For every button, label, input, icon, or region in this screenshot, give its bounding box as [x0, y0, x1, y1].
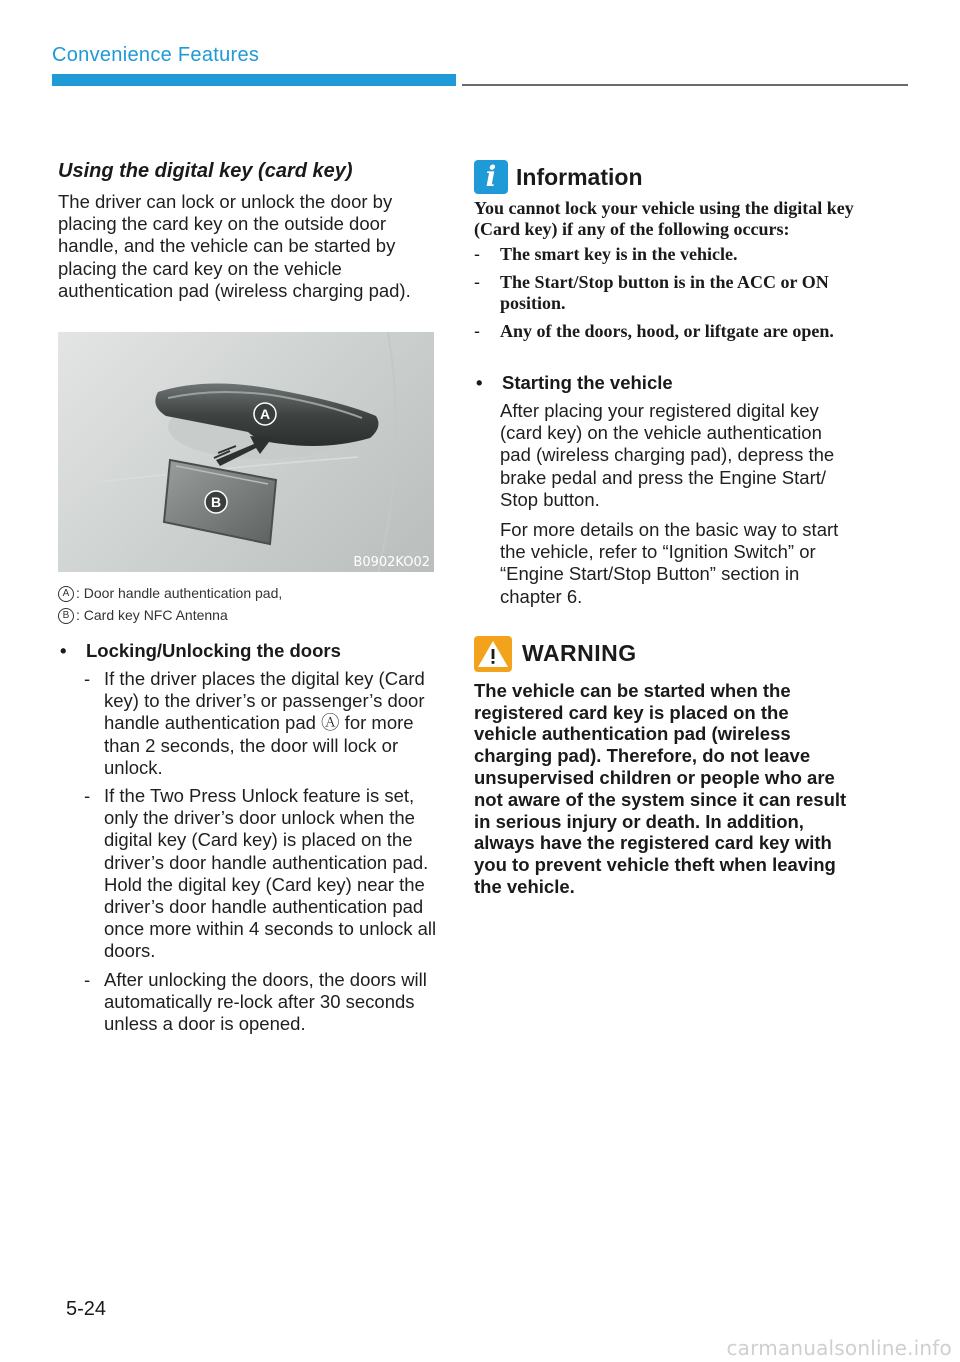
right-column — [474, 160, 854, 898]
caption-a-text: : Door handle authentication pad, — [76, 585, 283, 602]
watermark: carmanualsonline.info — [726, 1336, 952, 1360]
bullet-title: Locking/Unlocking the doors — [86, 640, 341, 662]
bullet-dot-icon: • — [476, 372, 483, 393]
illustration-graphic — [58, 332, 434, 572]
bullet-dot-icon: • — [60, 640, 67, 662]
list-item-text: If the driver places the digital key (Card key) to the driver’s or passenger’s door handle authentication pad Ⓐ for more than 2 seconds, the door will lock or unlock. — [104, 668, 425, 778]
information-header — [474, 160, 854, 194]
label-b: B — [210, 494, 222, 511]
warning-title: WARNING — [522, 640, 637, 667]
dash-icon: - — [474, 272, 480, 292]
list-item-text: The smart key is in the vehicle. — [500, 244, 738, 264]
list-item-text: After unlocking the doors, the doors will automatically re-lock after 30 seconds unless a door is opened. — [104, 968, 427, 1035]
section-heading: Using the digital key (card key) — [58, 160, 353, 182]
header-bar-rule — [462, 84, 908, 86]
list-item-text: Any of the doors, hood, or liftgate are open. — [500, 321, 834, 341]
section-title: Convenience Features — [52, 44, 260, 66]
dash-icon: - — [84, 785, 91, 807]
caption-a — [58, 582, 438, 604]
info-icon: i — [474, 160, 508, 194]
dash-icon: - — [84, 668, 91, 690]
bullet-locking — [58, 640, 438, 662]
dash-icon: - — [474, 321, 480, 341]
locking-list — [58, 668, 438, 1035]
list-item — [474, 244, 854, 265]
caption-b — [58, 604, 438, 626]
bullet-starting — [474, 372, 854, 394]
warning-icon — [474, 636, 512, 672]
list-item-text: The Start/Stop button is in the ACC or ON position. — [500, 272, 829, 313]
information-title: Information — [516, 163, 643, 190]
starting-paragraph-2: For more details on the basic way to start the vehicle, refer to “Ignition Switch” or “Engine Start/Stop Button” section in chapter 6. — [500, 519, 839, 607]
dash-icon: - — [84, 968, 91, 990]
caption-a-marker: A — [58, 586, 74, 602]
list-item — [474, 272, 854, 314]
door-handle-illustration — [58, 332, 434, 572]
information-intro: You cannot lock your vehicle using the digital key (Card key) if any of the following occurs: — [474, 198, 854, 239]
warning-header — [474, 636, 854, 672]
figure-captions — [58, 582, 438, 626]
list-item — [474, 321, 854, 342]
intro-paragraph: The driver can lock or unlock the door by placing the card key on the outside door handle, and the vehicle can be started by placing the card key on the vehicle authentication pad (wireless charging pad). — [58, 191, 411, 301]
bullet-title: Starting the vehicle — [502, 372, 673, 393]
figure-code: B0902KO02 — [353, 555, 430, 571]
page-number: 5-24 — [66, 1298, 107, 1320]
list-item — [58, 668, 438, 779]
dash-icon: - — [474, 244, 480, 264]
list-item — [58, 969, 438, 1036]
starting-paragraph-1: After placing your registered digital key (card key) on the vehicle authentication pad (wireless charging pad), depress the brake pedal and press the Engine Start/ Stop button. — [500, 400, 835, 510]
label-a: A — [259, 406, 271, 423]
warning-text: The vehicle can be started when the registered card key is placed on the vehicle authentication pad (wireless charging pad). Therefore, do not leave unsupervised children or people who are not aware of the system since it can result in serious injury or death. In addition, always have the registered card key with you to prevent vehicle theft when leaving the vehicle. — [474, 679, 847, 897]
caption-b-marker: B — [58, 608, 74, 624]
header-bar-accent — [52, 74, 456, 86]
caption-b-text: : Card key NFC Antenna — [76, 607, 228, 624]
list-item — [58, 785, 438, 963]
information-list — [474, 244, 854, 342]
list-item-text: If the Two Press Unlock feature is set, only the driver’s door unlock when the digital key (Card key) is placed on the driver’s door handle authentication pad. Hold the digital key (Card key) near the driver’s door handle authentication pad once more within 4 seconds to unlock all doors. — [104, 785, 437, 962]
left-column — [58, 160, 438, 1041]
